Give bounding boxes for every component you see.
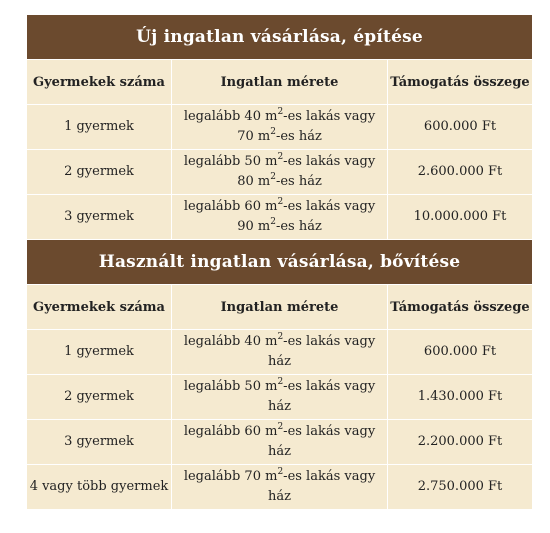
children-cell: 4 vagy több gyermek (27, 465, 172, 510)
amount-cell: 2.600.000 Ft (388, 150, 533, 195)
table-row (27, 195, 533, 240)
children-cell: 1 gyermek (27, 330, 172, 375)
size-cell: legalább 50 $m^2-es$ lakás vagy 80 $m^2-es$ ház (172, 150, 388, 195)
section-title-used-property: Használt ingatlan vásárlása, bővítése (27, 240, 533, 285)
table-row (27, 375, 533, 420)
col-header-amount: Támogatás összege (388, 60, 533, 105)
section-title-new-property: Új ingatlan vásárlása, építése (27, 15, 533, 60)
amount-cell: 2.750.000 Ft (388, 465, 533, 510)
size-cell: legalább 50 $m^2-es$ lakás vagy ház (172, 375, 388, 420)
col-header-children: Gyermekek száma (27, 285, 172, 330)
amount-cell: 10.000.000 Ft (388, 195, 533, 240)
support-table (26, 14, 533, 510)
col-header-size: Ingatlan mérete (172, 285, 388, 330)
table-row (27, 105, 533, 150)
children-cell: 1 gyermek (27, 105, 172, 150)
column-header-row (27, 285, 533, 330)
amount-cell: 1.430.000 Ft (388, 375, 533, 420)
size-cell: legalább 60 $m^2-es$ lakás vagy 90 $m^2-es$ ház (172, 195, 388, 240)
table-row (27, 420, 533, 465)
col-header-children: Gyermekek száma (27, 60, 172, 105)
children-cell: 2 gyermek (27, 375, 172, 420)
size-cell: legalább 40 $m^2-es$ lakás vagy 70 $m^2-es$ ház (172, 105, 388, 150)
amount-cell: 600.000 Ft (388, 330, 533, 375)
col-header-amount: Támogatás összege (388, 285, 533, 330)
table-row (27, 330, 533, 375)
size-cell: legalább 40 $m^2-es$ lakás vagy ház (172, 330, 388, 375)
section-header-row (27, 15, 533, 60)
children-cell: 2 gyermek (27, 150, 172, 195)
amount-cell: 2.200.000 Ft (388, 420, 533, 465)
children-cell: 3 gyermek (27, 420, 172, 465)
table-row (27, 150, 533, 195)
column-header-row (27, 60, 533, 105)
children-cell: 3 gyermek (27, 195, 172, 240)
table-row (27, 465, 533, 510)
col-header-size: Ingatlan mérete (172, 60, 388, 105)
size-cell: legalább 70 $m^2-es$ lakás vagy ház (172, 465, 388, 510)
amount-cell: 600.000 Ft (388, 105, 533, 150)
section-header-row (27, 240, 533, 285)
size-cell: legalább 60 $m^2-es$ lakás vagy ház (172, 420, 388, 465)
